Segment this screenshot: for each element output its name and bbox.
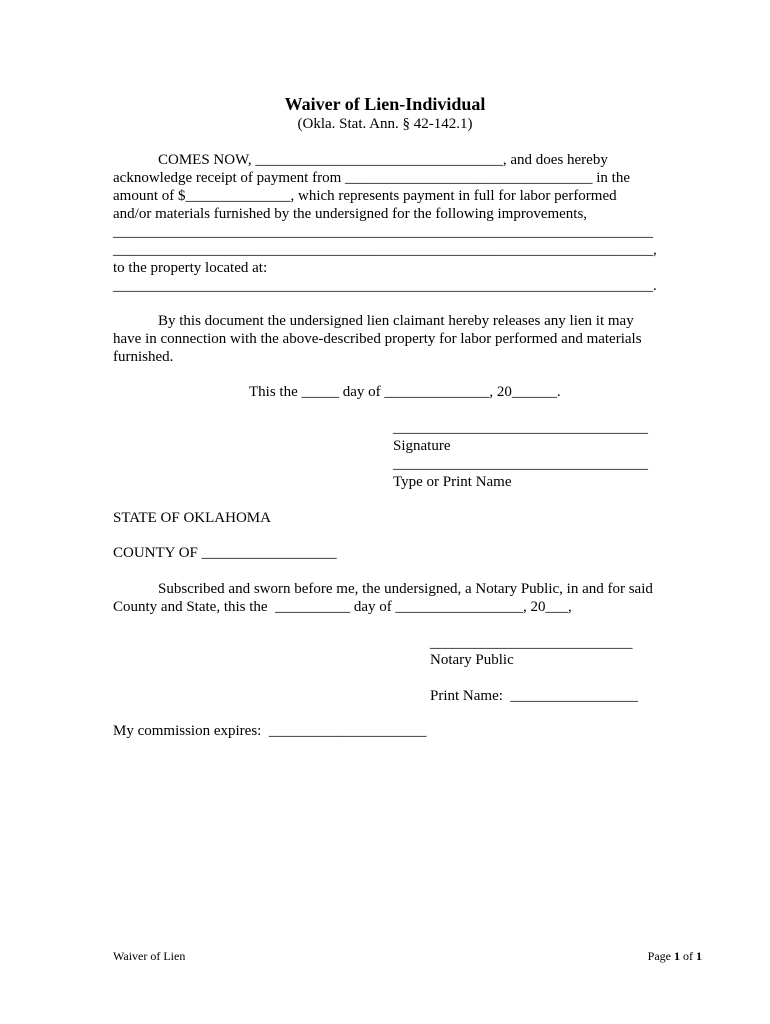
notary-print-name: Print Name: _________________	[430, 688, 638, 704]
county-line: COUNTY OF __________________	[113, 545, 337, 561]
notary-signature-blank: ___________________________	[430, 635, 633, 651]
footer-title: Waiver of Lien	[113, 949, 186, 963]
page-of: of	[683, 949, 693, 963]
commission-expires: My commission expires: _____________________	[113, 723, 427, 739]
page-total: 1	[696, 949, 702, 963]
date-line: This the _____ day of ______________, 20______.	[249, 384, 561, 400]
property-label: to the property located at:	[113, 260, 268, 276]
state-line: STATE OF OKLAHOMA	[113, 510, 271, 526]
para2-line-3: furnished.	[113, 349, 174, 365]
para1-line-4: and/or materials furnished by the undersigned for the following improvements,	[113, 206, 588, 222]
para1-line-1: COMES NOW, _________________________________, and does hereby	[158, 152, 608, 168]
page-current: 1	[674, 949, 680, 963]
improvements-blank-1: ________________________________________________________________________	[113, 224, 653, 240]
signature-blank: __________________________________	[393, 420, 648, 436]
print-name-blank: __________________________________	[393, 456, 648, 472]
page-number	[648, 949, 702, 964]
statute-citation: (Okla. Stat. Ann. § 42-142.1)	[297, 116, 473, 132]
para1-line-3: amount of $______________, which represents payment in full for labor performed	[113, 188, 617, 204]
print-name-label: Type or Print Name	[393, 474, 512, 490]
page-prefix: Page	[647, 949, 671, 963]
signature-label: Signature	[393, 438, 451, 454]
para2-line-2: have in connection with the above-described property for labor performed and materials	[113, 331, 642, 347]
property-blank: ________________________________________________________________________.	[113, 278, 657, 294]
para2-line-1: By this document the undersigned lien claimant hereby releases any lien it may	[158, 313, 634, 329]
para1-line-2: acknowledge receipt of payment from _________________________________ in the	[113, 170, 630, 186]
improvements-blank-2: ________________________________________________________________________,	[113, 242, 657, 258]
notary-para-line-2: County and State, this the __________ day of _________________, 20___,	[113, 599, 572, 615]
notary-para-line-1: Subscribed and sworn before me, the undersigned, a Notary Public, in and for said	[158, 581, 653, 597]
notary-public-label: Notary Public	[430, 652, 514, 668]
document-title: Waiver of Lien-Individual	[284, 94, 486, 114]
